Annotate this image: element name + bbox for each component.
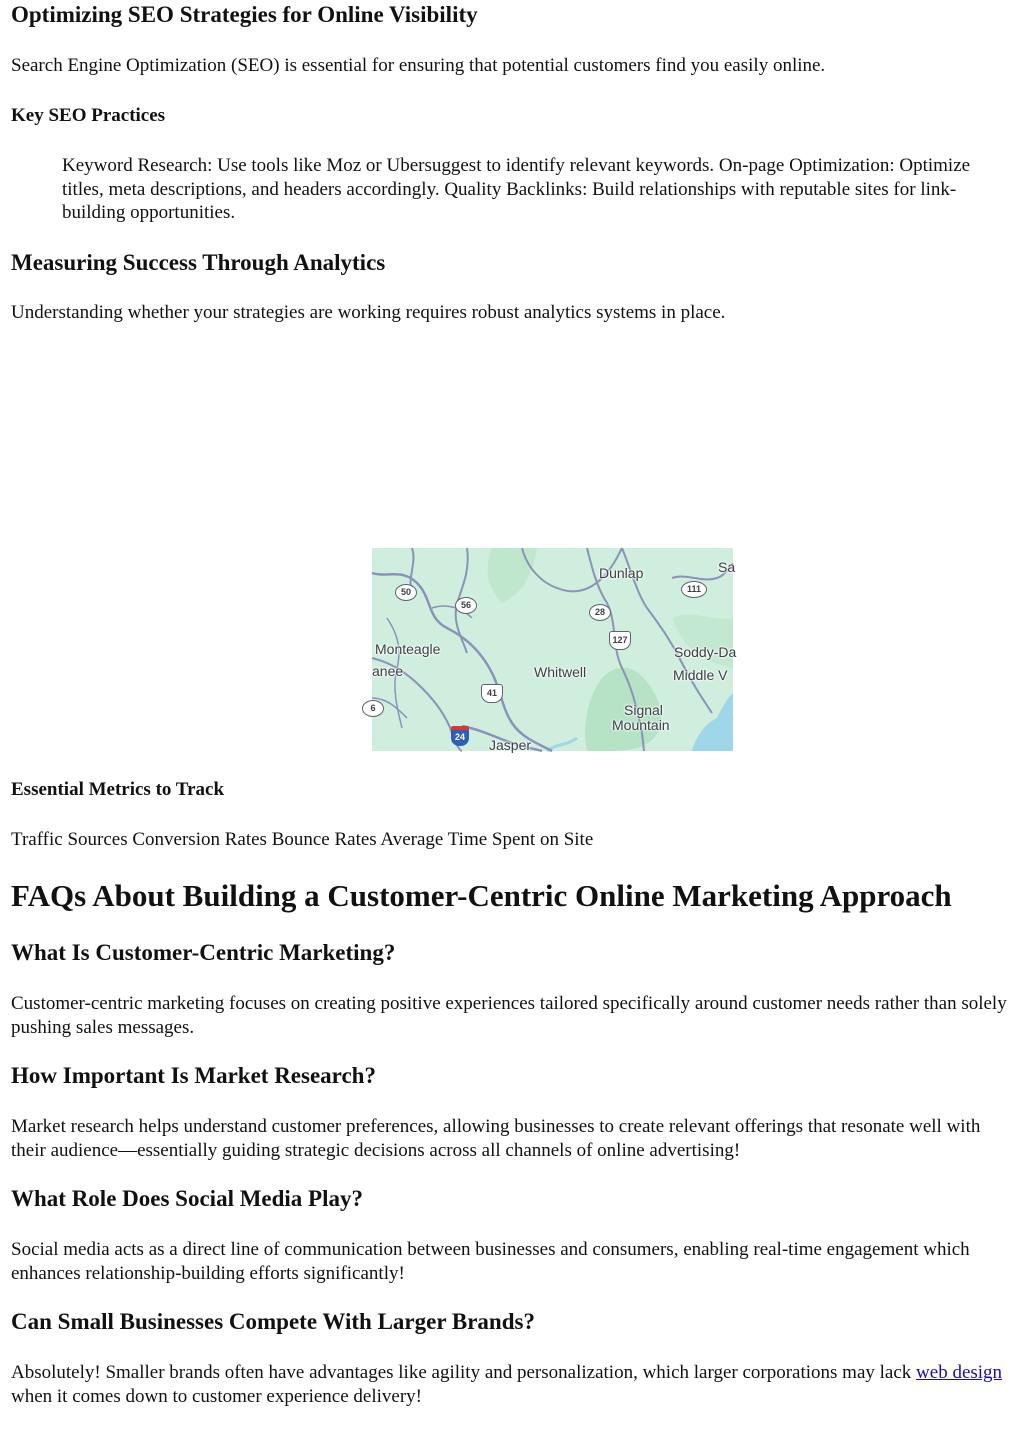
route-111-marker: 111 [681,581,707,598]
route-56-marker: 56 [455,597,477,614]
web-design-link[interactable]: web design [916,1362,1003,1383]
metrics-list-text: Traffic Sources Conversion Rates Bounce Rates Average Time Spent on Site [11,829,594,850]
map-label-soddy: Soddy-Da [674,644,737,660]
map-label-whitwell: Whitwell [534,664,587,680]
seo-practices-blockquote: Keyword Research: Use tools like Moz or Ubersuggest to identify relevant keywords. On-page Optimization: Optimize titles, meta descriptions, and headers accordingly. Quality Backlinks: Build relationships with reputable sites for link-building opportunities. [62,155,971,223]
route-28-marker: 28 [589,604,611,621]
map-label-anee: anee [372,663,404,679]
seo-intro-paragraph: Search Engine Optimization (SEO) is essential for ensuring that potential customers find you easily online. [11,55,826,76]
route-6-marker: 6 [362,700,384,717]
seo-section-title: Optimizing SEO Strategies for Online Visibility [11,2,478,27]
map-label-monteagle: Monteagle [375,641,441,657]
faq-question: What Role Does Social Media Play? [11,1186,363,1211]
faq-answer: Customer-centric marketing focuses on creating positive experiences tailored specifically around customer needs rather than solely pushing sales messages. [11,993,1007,1038]
faq-question: Can Small Businesses Compete With Larger Brands? [11,1309,535,1334]
faq-answer: Social media acts as a direct line of communication between businesses and consumers, enabling real-time engagement which enhances relationship-building efforts significantly! [11,1239,970,1284]
route-50-marker: 50 [395,584,417,601]
faq-question: What Is Customer-Centric Marketing? [11,940,396,965]
essential-metrics-heading: Essential Metrics to Track [11,779,225,800]
map-label-dunlap: Dunlap [599,565,644,581]
interstate-24-shield: 24 [451,726,469,746]
faq-answer-text-after-link: when it comes down to customer experience delivery! [11,1385,422,1407]
route-127-shield: 127 [609,631,631,650]
faq-answer-text-before-link: Absolutely! Smaller brands often have advantages like agility and personalization, which larger corporations may lack [11,1362,917,1383]
faq-answer [11,1361,1011,1408]
key-seo-practices-heading: Key SEO Practices [11,105,166,126]
embedded-map[interactable] [370,548,737,753]
analytics-section-title: Measuring Success Through Analytics [11,250,386,275]
map-label-mountain: Mountain [612,717,670,733]
faq-section-title: FAQs About Building a Customer-Centric Online Marketing Approach [11,878,952,913]
map-label-jasper: Jasper [489,737,532,753]
faq-question: How Important Is Market Research? [11,1063,376,1088]
map-label-middle: Middle V [673,667,728,683]
route-41-shield: 41 [481,684,503,703]
map-label-signal: Signal [624,702,663,718]
faq-answer: Market research helps understand customer preferences, allowing businesses to create relevant offerings that resonate well with their audience—essentially guiding strategic decisions across all channels of online advertising! [11,1116,981,1161]
map-label-sa: Sa [718,559,736,575]
analytics-intro-paragraph: Understanding whether your strategies are working requires robust analytics systems in place. [11,302,726,323]
